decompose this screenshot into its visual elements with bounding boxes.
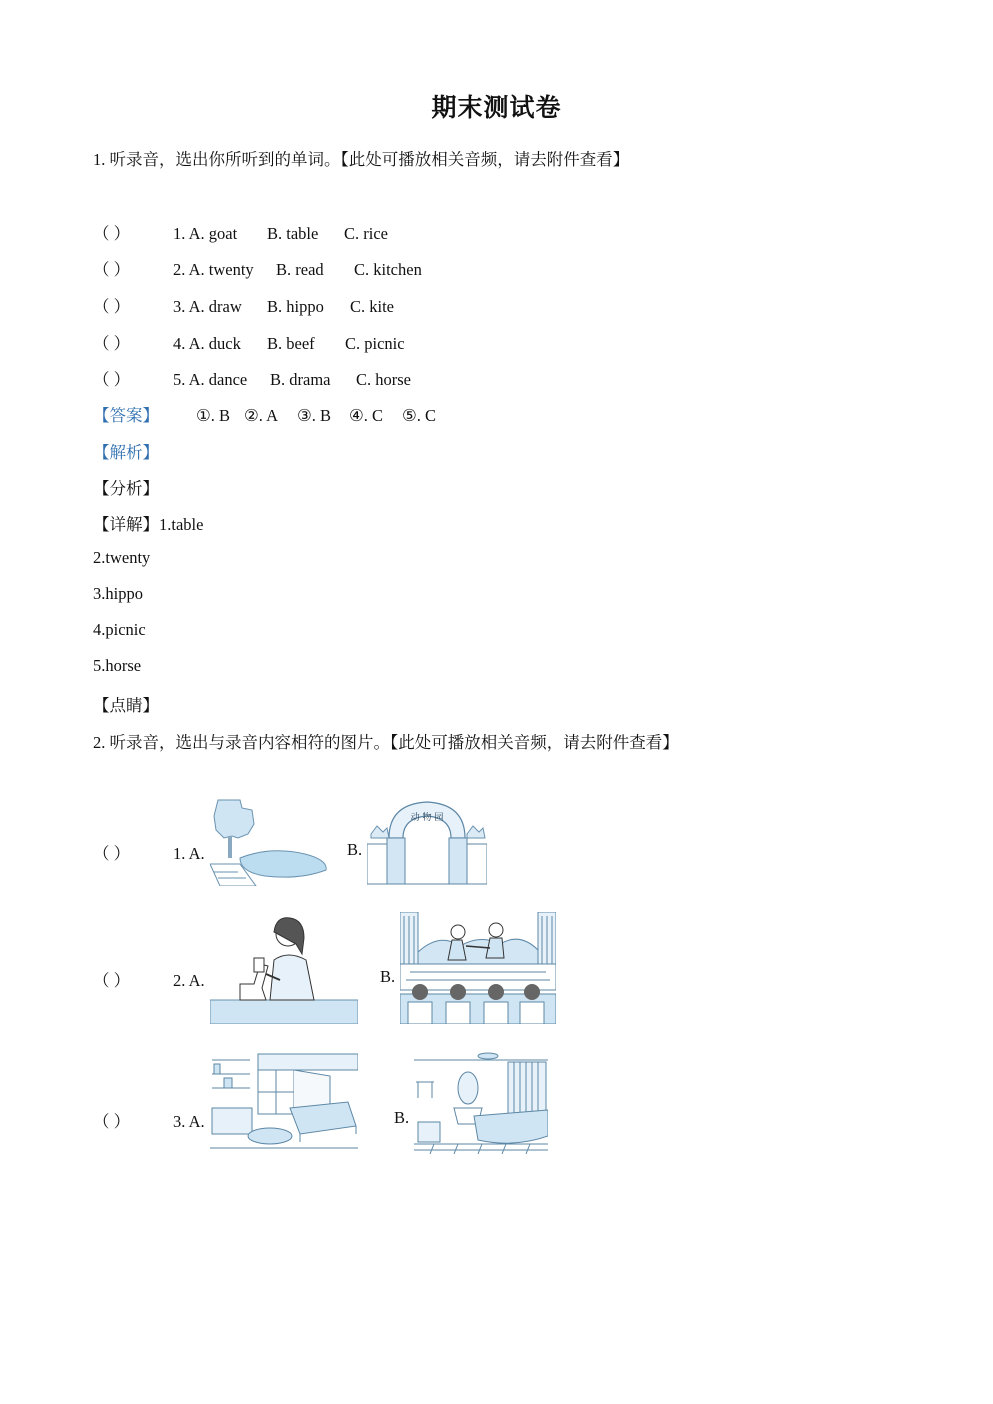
option-a: 1. A. goat <box>173 224 238 243</box>
option-a: 2. A. <box>173 971 205 990</box>
option-b: B. <box>394 1108 410 1127</box>
option-b: B. <box>380 967 396 986</box>
option-c: C. picnic <box>345 334 405 353</box>
option-a: 2. A. twenty <box>173 260 254 279</box>
answer-value: ③. B <box>297 406 332 425</box>
lake-park-image <box>210 798 330 886</box>
answer-blank[interactable]: （ ） <box>93 370 131 389</box>
answer-blank[interactable]: （ ） <box>93 260 131 279</box>
answer-blank[interactable]: （ ） <box>93 844 131 863</box>
answer-label: 【答案】 <box>93 406 159 425</box>
option-a: 1. A. <box>173 844 205 863</box>
answer-blank[interactable]: （ ） <box>93 1112 131 1131</box>
scientist-microscope-image <box>210 914 358 1024</box>
answer-value: ①. B <box>196 406 231 425</box>
q1-item-3 <box>93 293 394 317</box>
stage-drama-image <box>400 912 556 1024</box>
detail-item: 5.horse <box>93 656 142 675</box>
q1-item-1 <box>93 220 388 244</box>
fenxi-label: 【分析】 <box>93 479 159 498</box>
dianjing-label: 【点睛】 <box>93 696 159 715</box>
zoo-gate-image <box>367 798 487 886</box>
answer-blank[interactable]: （ ） <box>93 971 131 990</box>
detail-item: 2.twenty <box>93 548 151 567</box>
option-a: 3. A. <box>173 1112 205 1131</box>
option-b: B. <box>347 840 363 859</box>
option-b: B. beef <box>267 334 315 353</box>
q2-item-1 <box>93 840 205 864</box>
detail-label: 【详解】 <box>93 515 159 534</box>
answer-value: ②. A <box>244 406 279 425</box>
detail-item: 4.picnic <box>93 620 146 639</box>
answer-value: ④. C <box>349 406 384 425</box>
option-b: B. table <box>267 224 319 243</box>
answer-line <box>93 402 436 426</box>
q1-item-4 <box>93 330 405 354</box>
analysis-label: 【解析】 <box>93 443 159 462</box>
option-a: 5. A. dance <box>173 370 248 389</box>
q1-item-5 <box>93 366 411 390</box>
option-c: C. kite <box>350 297 394 316</box>
page-title: 期末测试卷 <box>431 95 562 122</box>
option-c: C. rice <box>344 224 388 243</box>
answer-blank[interactable]: （ ） <box>93 334 131 353</box>
detail-item: 3.hippo <box>93 584 143 603</box>
option-b: B. drama <box>270 370 331 389</box>
option-a: 4. A. duck <box>173 334 241 353</box>
option-b: B. hippo <box>267 297 324 316</box>
q2-item-3 <box>93 1108 205 1132</box>
detail-item: 1.table <box>159 515 204 534</box>
question-1-prompt: 1. 听录音，选出你所听到的单词。【此处可播放相关音频，请去附件查看】 <box>93 150 630 169</box>
option-b: B. read <box>276 260 324 279</box>
zoo-gate-text: 动 物 园 <box>410 813 444 823</box>
bedroom-image <box>210 1052 358 1152</box>
answer-blank[interactable]: （ ） <box>93 297 131 316</box>
q1-item-2 <box>93 256 422 280</box>
answer-blank[interactable]: （ ） <box>93 224 131 243</box>
option-c: C. kitchen <box>354 260 422 279</box>
option-c: C. horse <box>356 370 411 389</box>
answer-value: ⑤. C <box>402 406 437 425</box>
bathroom-image <box>414 1052 548 1154</box>
option-a: 3. A. draw <box>173 297 242 316</box>
q2-item-2 <box>93 967 205 991</box>
question-2-prompt: 2. 听录音，选出与录音内容相符的图片。【此处可播放相关音频，请去附件查看】 <box>93 733 679 752</box>
detail-line <box>93 511 203 535</box>
